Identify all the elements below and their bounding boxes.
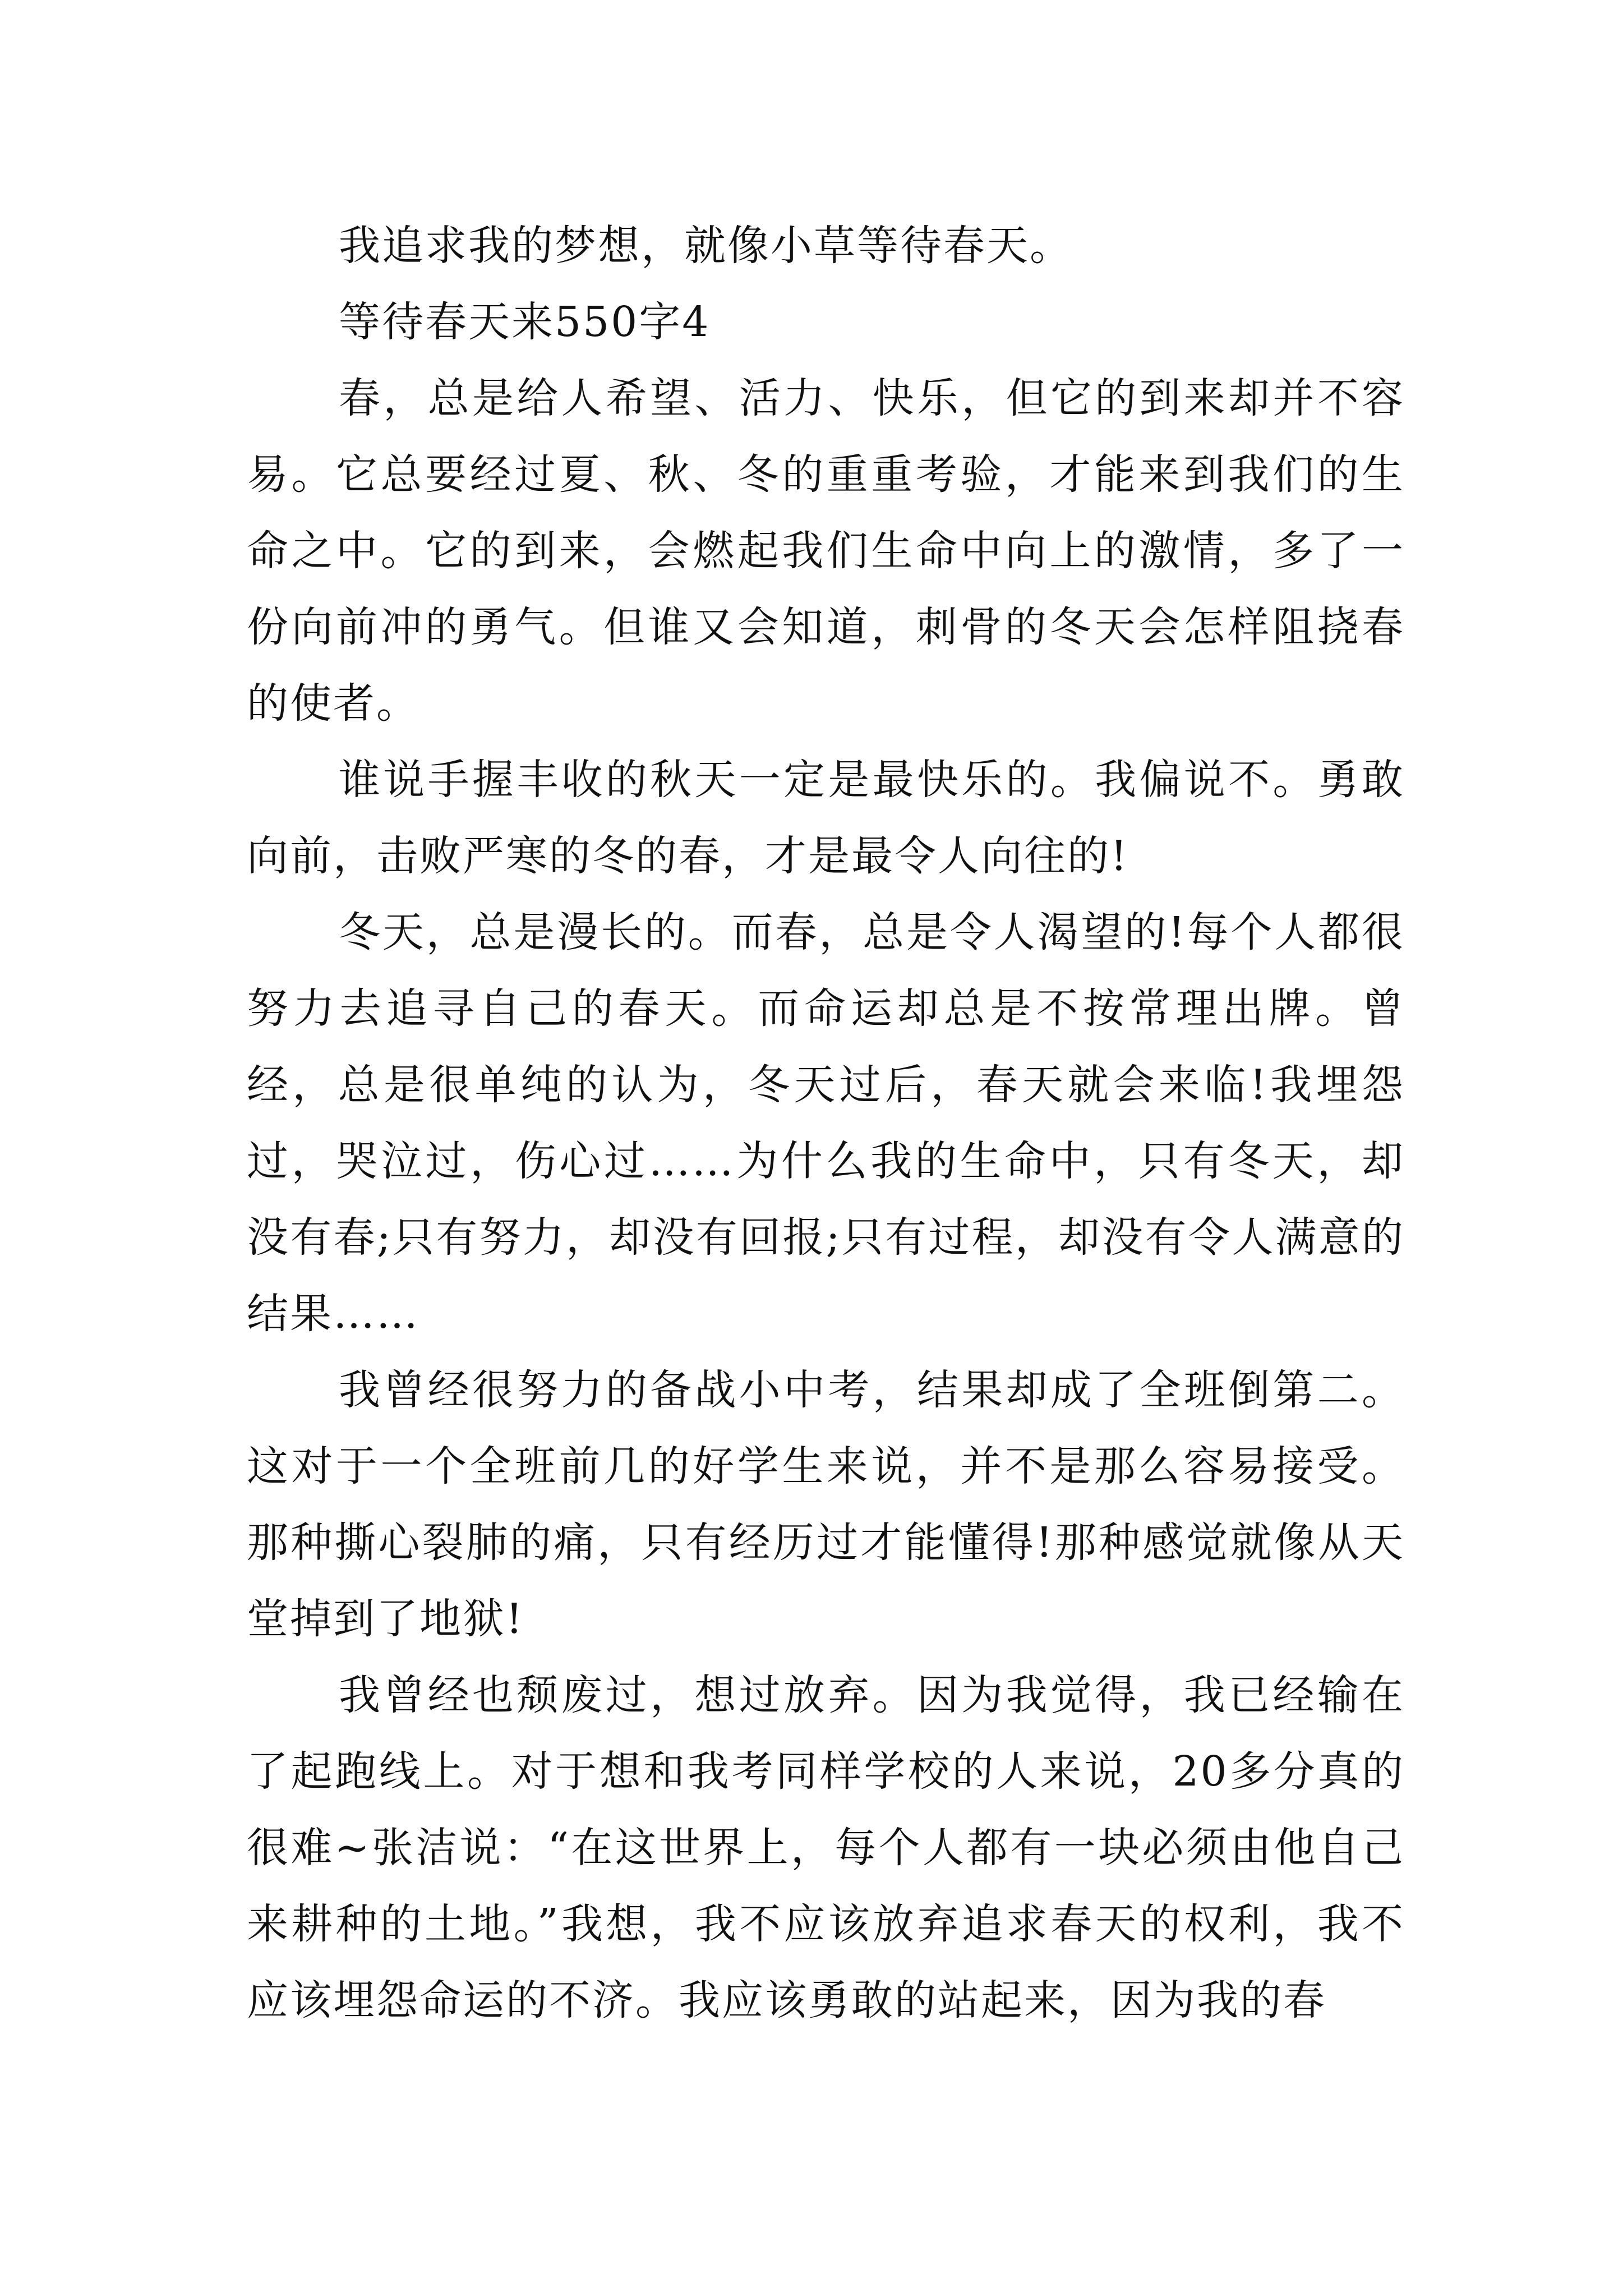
paragraph-6: 我曾经也颓废过，想过放弃。因为我觉得，我已经输在了起跑线上。对于想和我考同样学校的人来说，20多分真的很难~张洁说：“在这世界上，每个人都有一块必须由他自己来耕种的土地。”我想，我不应该放弃追求春天的权利，我不应该埋怨命运的不济。我应该勇敢的站起来，因为我的春 [247,1671,1405,2024]
paragraph-5: 我曾经很努力的备战小中考，结果却成了全班倒第二。这对于一个全班前几的好学生来说，并不是那么容易接受。那种撕心裂肺的痛，只有经历过才能懂得!那种感觉就像从天堂掉到了地狱! [247,1366,1405,1643]
paragraph-3: 谁说手握丰收的秋天一定是最快乐的。我偏说不。勇敢向前，击败严寒的冬的春，才是最令人向往的! [247,756,1405,880]
paragraph-4: 冬天，总是漫长的。而春，总是令人渴望的!每个人都很努力去追寻自己的春天。而命运却总是不按常理出牌。曾经，总是很单纯的认为，冬天过后，春天就会来临!我埋怨过，哭泣过，伤心过……为什么我的生命中，只有冬天，却没有春;只有努力，却没有回报;只有过程，却没有令人满意的结果…… [247,908,1405,1338]
paragraph-1: 我追求我的梦想，就像小草等待春天。 [339,222,1073,270]
paragraph-2: 春，总是给人希望、活力、快乐，但它的到来却并不容易。它总要经过夏、秋、冬的重重考验，才能来到我们的生命之中。它的到来，会燃起我们生命中向上的激情，多了一份向前冲的勇气。但谁又会知道，刺骨的冬天会怎样阻挠春的使者。 [247,374,1405,728]
document-body [247,208,1405,2039]
section-heading: 等待春天来550字4 [339,298,711,346]
